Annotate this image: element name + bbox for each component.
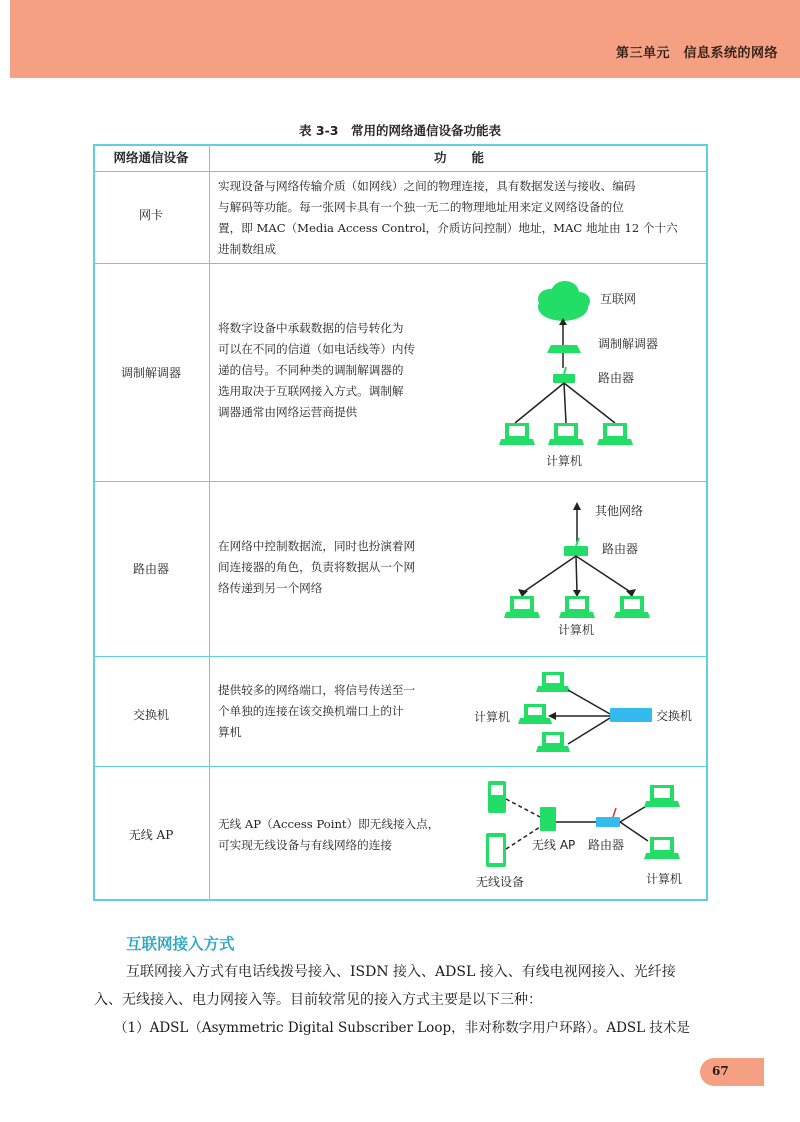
row-device-modem: 调制解调器: [120, 366, 181, 380]
cloud-icon: [538, 281, 590, 321]
switch-icon: [610, 708, 652, 722]
laptop-icon: [644, 785, 680, 807]
row-device-wireless-ap: 无线 AP: [128, 828, 174, 842]
modem-diagram: [480, 265, 705, 480]
svg-text:交换机: 交换机: [656, 709, 693, 723]
row-desc-nic: 实现设备与网络传输介质（如网线）之间的物理连接，具有数据发送与接收、编码 与解码等功能。每一张网卡具有一个独一无二的物理地址用来定义网络设备的位 置，即 MAC（Media Access Control，介质访问控制）地址，MAC 地址由 12 个十六 进制数组成: [218, 179, 678, 256]
wireless-ap-diagram: [470, 775, 705, 895]
page-number: 67: [712, 1064, 729, 1078]
section-title: 互联网接入方式: [126, 935, 235, 953]
switch-diagram: [470, 664, 705, 764]
row-desc-modem: 将数字设备中承载数据的信号转化为 可以在不同的信道（如电话线等）内传 递的信号。不同种类的调制解调器的 选用取决于互联网接入方式。调制解 调器通常由网络运营商提供: [218, 321, 416, 419]
svg-text:无线 AP: 无线 AP: [532, 838, 576, 852]
laptop-icon: [504, 596, 540, 618]
table-caption: 表 3-3 常用的网络通信设备功能表: [299, 123, 501, 138]
router-icon: [553, 367, 575, 383]
svg-text:调制解调器: 调制解调器: [598, 337, 659, 351]
row-device-switch: 交换机: [132, 708, 169, 722]
laptop-icon: [536, 672, 570, 692]
modem-icon: [547, 345, 581, 353]
unit-title: 第三单元 信息系统的网络: [615, 46, 778, 61]
laptop-icon: [644, 837, 680, 859]
svg-text:互联网: 互联网: [600, 292, 637, 306]
column-header-function: 功 能: [433, 150, 484, 165]
router-icon: [564, 538, 588, 556]
laptop-icon: [614, 596, 650, 618]
tablet-icon: [486, 833, 506, 867]
row-device-router: 路由器: [132, 562, 169, 576]
svg-text:路由器: 路由器: [602, 542, 639, 556]
access-point-icon: [540, 807, 556, 831]
router-icon: [596, 808, 620, 827]
row-desc-switch: 提供较多的网络端口，将信号传送至一 个单独的连接在该交换机端口上的计 算机: [218, 683, 416, 739]
paragraph-line: 入、无线接入、电力网接入等。目前较常见的接入方式主要是以下三种：: [94, 992, 542, 1008]
svg-text:计算机: 计算机: [558, 623, 595, 637]
svg-text:计算机: 计算机: [474, 710, 511, 724]
mobile-phone-icon: [488, 781, 506, 813]
page-number-tab: [700, 1058, 764, 1086]
svg-text:路由器: 路由器: [588, 838, 625, 852]
laptop-icon: [518, 704, 552, 724]
laptop-icon: [548, 423, 584, 445]
svg-text:计算机: 计算机: [546, 454, 583, 468]
row-device-nic: 网卡: [138, 208, 163, 222]
row-desc-wireless-ap: 无线 AP（Access Point）即无线接入点， 可实现无线设备与有线网络的连接: [218, 817, 440, 852]
laptop-icon: [597, 423, 633, 445]
laptop-icon: [559, 596, 595, 618]
laptop-icon: [499, 423, 535, 445]
svg-text:无线设备: 无线设备: [476, 875, 525, 889]
router-diagram: [480, 490, 705, 650]
laptop-icon: [536, 732, 570, 752]
svg-text:路由器: 路由器: [598, 371, 635, 385]
column-header-device: 网络通信设备: [113, 150, 189, 165]
paragraph-line: （1）ADSL（Asymmetric Digital Subscriber Loop，非对称数字用户环路）。ADSL 技术是: [114, 1020, 690, 1036]
paragraph-line: 互联网接入方式有电话线拨号接入、ISDN 接入、ADSL 接入、有线电视网接入、光纤接: [126, 964, 676, 980]
page-header-band: [10, 0, 800, 78]
row-desc-router: 在网络中控制数据流，同时也扮演着网 间连接器的角色，负责将数据从一个网 络传递到另一个网络: [218, 539, 416, 595]
svg-text:其他网络: 其他网络: [595, 504, 644, 518]
svg-text:计算机: 计算机: [646, 872, 683, 886]
